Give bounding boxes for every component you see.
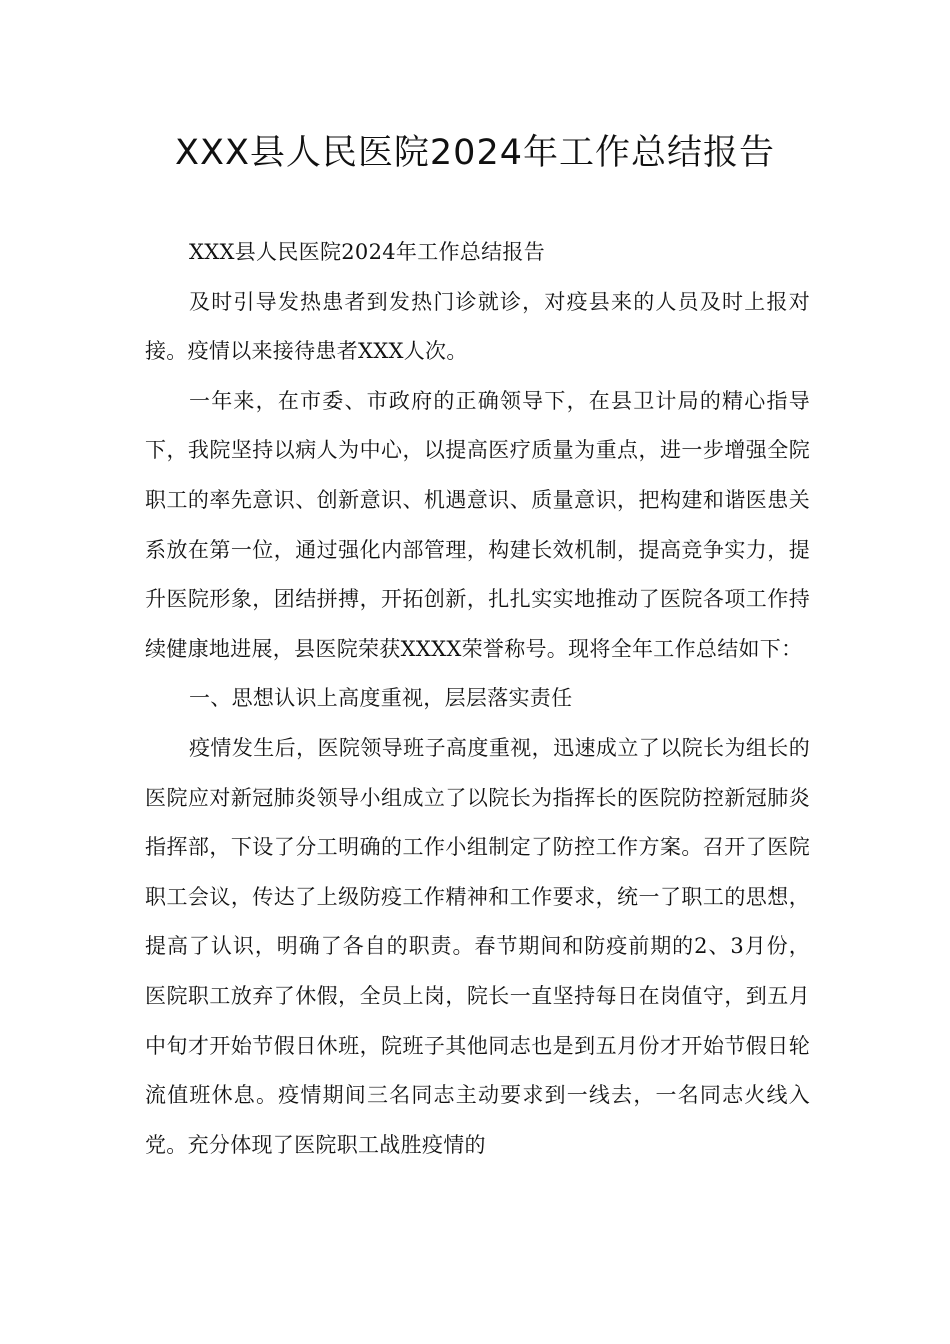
document-body bbox=[145, 228, 810, 1170]
paragraph-subtitle: XXX县人民医院2024年工作总结报告 bbox=[189, 240, 545, 264]
paragraph-fever-clinic: 及时引导发热患者到发热门诊就诊，对疫县来的人员及时上报对接。疫情以来接待患者XXX人次。 bbox=[145, 289, 810, 364]
document-title: XXX县人民医院2024年工作总结报告 bbox=[174, 133, 775, 173]
paragraph-year-overview: 一年来，在市委、市政府的正确领导下，在县卫计局的精心指导下，我院坚持以病人为中心，以提高医疗质量为重点，进一步增强全院职工的率先意识、创新意识、机遇意识、质量意识，把构建和谐医患关系放在第一位，通过强化内部管理，构建长效机制，提高竞争实力，提升医院形象，团结拼搏，开拓创新，扎扎实实地推动了医院各项工作持续健康地进展，县医院荣获XXXX荣誉称号。现将全年工作总结如下： bbox=[145, 388, 810, 661]
paragraph-epidemic-response: 疫情发生后，医院领导班子高度重视，迅速成立了以院长为组长的医院应对新冠肺炎领导小组成立了以院长为指挥长的医院防控新冠肺炎指挥部，下设了分工明确的工作小组制定了防控工作方案。召开了医院职工会议，传达了上级防疫工作精神和工作要求，统一了职工的思想，提高了认识，明确了各自的职责。春节期间和防疫前期的2、3月份，医院职工放弃了休假，全员上岗，院长一直坚持每日在岗值守，到五月中旬才开始节假日休班，院班子其他同志也是到五月份才开始节假日轮流值班休息。疫情期间三名同志主动要求到一线去，一名同志火线入党。充分体现了医院职工战胜疫情的 bbox=[145, 735, 810, 1157]
section-heading-1: 一、思想认识上高度重视，层层落实责任 bbox=[189, 686, 573, 711]
